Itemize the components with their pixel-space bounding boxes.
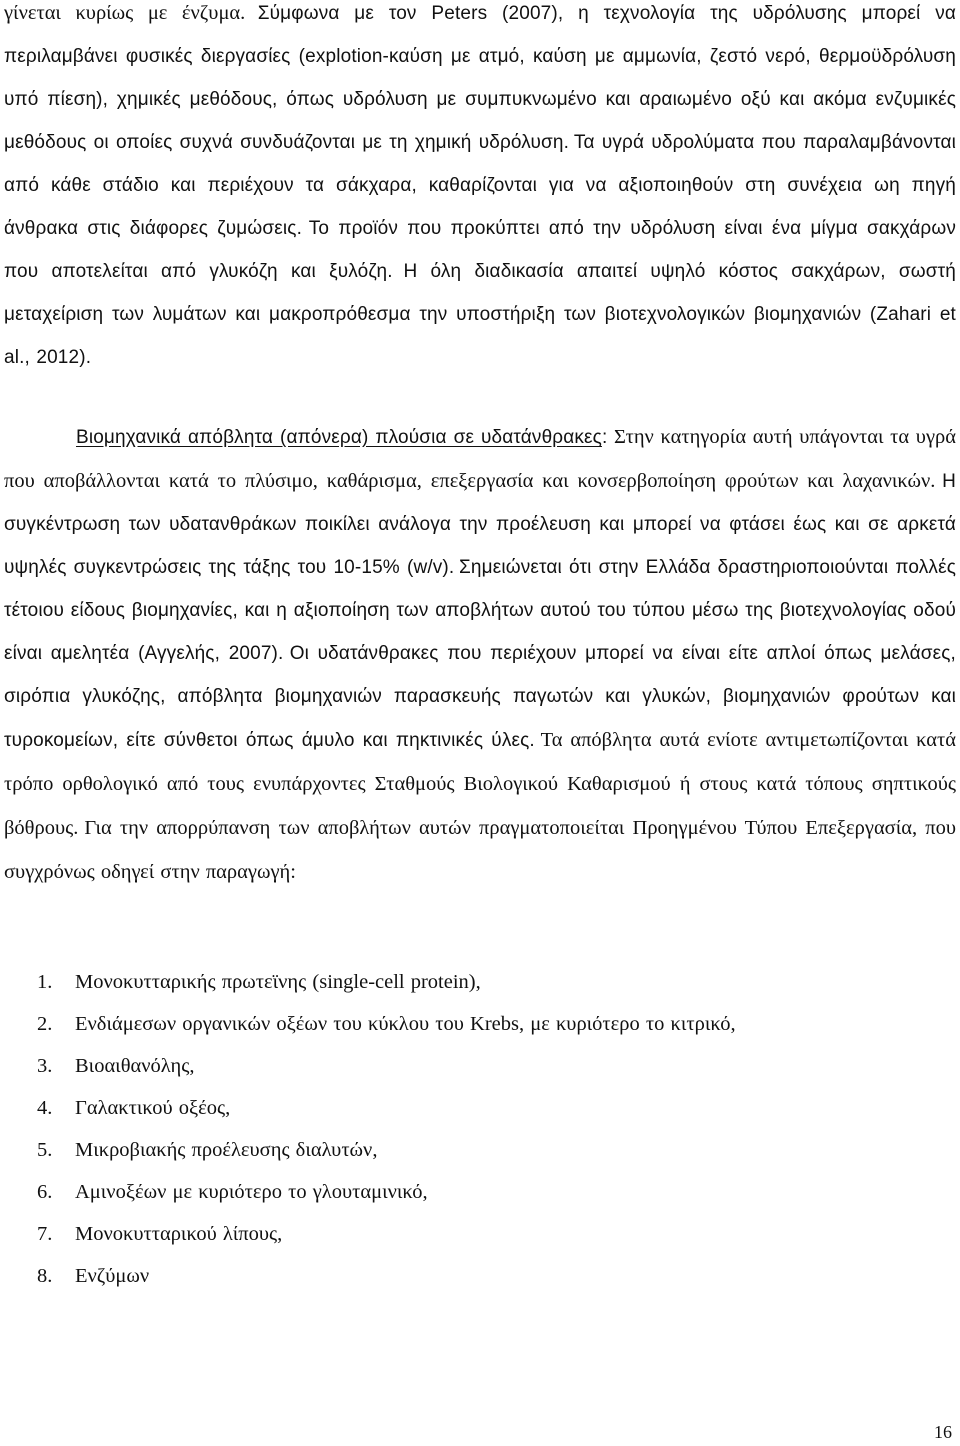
- paragraph-industrial-wastewater: [4, 416, 956, 895]
- list-number: 3.: [37, 1055, 53, 1077]
- document-page: [4, 0, 956, 1446]
- list-number: 6.: [37, 1181, 53, 1203]
- list-number: 8.: [37, 1265, 53, 1287]
- list-text: Ενδιάμεσων οργανικών οξέων του κύκλου του Krebs, με κυριότερο το κιτρικό,: [75, 1013, 736, 1035]
- list-number: 2.: [37, 1013, 53, 1035]
- sentence: Τα απόβλητα αυτά ενίοτε αντιμετωπίζονται κατά τρόπο ορθολογικό από τους ενυπάρχοντες Σταθμούς Βιολογικού Καθαρισμού ή στους κατά τόπους σηπτικούς βόθρους.: [4, 729, 956, 839]
- sentence: Στην κατηγορία αυτή υπάγονται τα υγρά που αποβάλλονται κατά το πλύσιμο, καθάρισμα, επεξεργασία και κονσερβοποίηση φρούτων και λαχανικών.: [4, 426, 956, 492]
- list-text: Μονοκυτταρικού λίπους,: [75, 1223, 283, 1245]
- list-item: [4, 1003, 956, 1045]
- sentence: Η συγκέντρωση των υδατανθράκων ποικίλει ανάλογα την προέλευση και μπορεί να φτάσει έως και σε αρκετά υψηλές συγκεντρώσεις της τάξης του 10-15% (w/v).: [4, 471, 956, 578]
- products-list: [4, 961, 956, 1297]
- sentence: Η όλη διαδικασία απαιτεί υψηλό κόστος σακχάρων, σωστή μεταχείριση των λυμάτων και μακροπρόθεσμα την υποστήριξη των βιοτεχνολογικών βιομηχανιών (Zahari et al., 2012).: [4, 261, 956, 368]
- list-number: 7.: [37, 1223, 53, 1245]
- list-item: [4, 1087, 956, 1129]
- list-text: Μικροβιακής προέλευσης διαλυτών,: [75, 1139, 378, 1161]
- page-number: 16: [934, 1422, 952, 1442]
- heading-colon: :: [601, 427, 608, 448]
- list-text: Ενζύμων: [75, 1265, 150, 1287]
- list-item: [4, 1171, 956, 1213]
- list-text: Βιοαιθανόλης,: [75, 1055, 195, 1077]
- list-item: [4, 961, 956, 1003]
- list-number: 1.: [37, 971, 53, 993]
- paragraph-hydrolysis: [4, 0, 956, 380]
- list-number: 5.: [37, 1139, 53, 1161]
- sentence: Σημειώνεται ότι στην Ελλάδα δραστηριοποιούνται πολλές τέτοιου είδους βιομηχανίες, και η αξιοποίηση των αποβλήτων αυτού του τύπου μέσω της βιοτεχνολογίας οδού είναι αμελητέα (Αγγελής, 2007).: [4, 557, 956, 664]
- sentence: Το προϊόν που προκύπτει από την υδρόλυση είναι ένα μίγμα σακχάρων που αποτελείται από γλυκόζη και ξυλόζη.: [4, 218, 956, 282]
- sentence: Για την απορρύπανση των αποβλήτων αυτών πραγματοποιείται Προηγμένου Τύπου Επεξεργασία, που συγχρόνως οδηγεί στην παραγωγή:: [4, 817, 956, 883]
- list-text: Αμινοξέων με κυριότερο το γλουταμινικό,: [75, 1181, 428, 1203]
- list-item: [4, 1255, 956, 1297]
- sentence: Τα υγρά υδρολύματα που παραλαμβάνονται από κάθε στάδιο και περιέχουν τα σάκχαρα, καθαρίζονται για να αξιοποιηθούν στη συνέχεια ωη πηγή άνθρακα στις διάφορες ζυμώσεις.: [4, 132, 956, 239]
- list-item: [4, 1045, 956, 1087]
- list-item: [4, 1129, 956, 1171]
- list-text: Γαλακτικού οξέος,: [75, 1097, 231, 1119]
- sentence: γίνεται κυρίως με ένζυμα.: [4, 2, 246, 24]
- list-text: Μονοκυτταρικής πρωτεϊνης (single-cell protein),: [75, 971, 481, 993]
- list-number: 4.: [37, 1097, 53, 1119]
- sentence: Σύμφωνα με τον Peters (2007), η τεχνολογία της υδρόλυσης μπορεί να περιλαμβάνει φυσικές διεργασίες (explotion-καύση με ατμό, καύση με αμμωνία, ζεστό νερό, θερμοϋδρόλυση υπό πίεση), χημικές μεθόδους, όπως υδρόλυση με συμπυκνωμένο και αραιωμένο οξύ και ακόμα ενζυμικές μεθόδους οι οποίες συχνά συνδυάζονται με τη χημική υδρόλυση.: [4, 3, 956, 153]
- sentence: Οι υδατάνθρακες που περιέχουν μπορεί να είναι είτε απλοί όπως μελάσες, σιρόπια γλυκόζης, απόβλητα βιομηχανιών παρασκευής παγωτών και γλυκών, βιομηχανιών φρούτων και τυροκομείων, είτε σύνθετοι όπως άμυλο και πηκτινικές ύλες.: [4, 643, 956, 751]
- list-item: [4, 1213, 956, 1255]
- section-heading: Βιομηχανικά απόβλητα (απόνερα) πλούσια σε υδατάνθρακες: [76, 427, 602, 448]
